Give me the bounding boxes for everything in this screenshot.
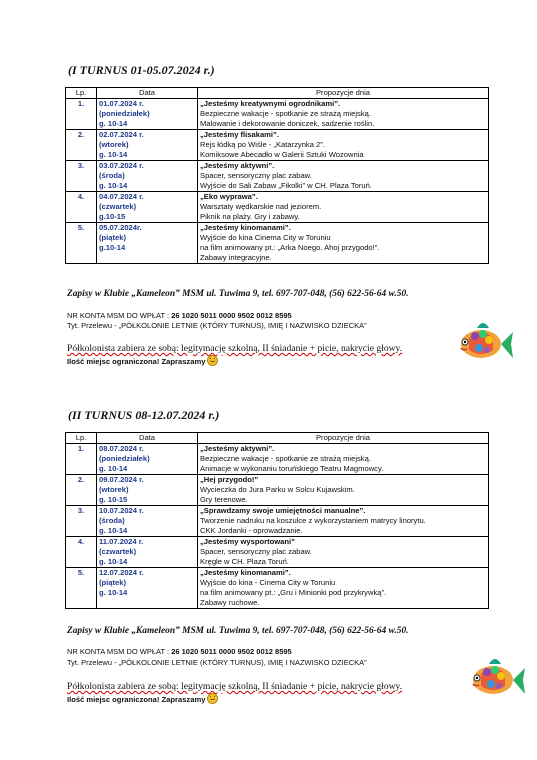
row-date xyxy=(97,130,198,161)
col-lp: Lp. xyxy=(66,88,97,99)
smiley-icon xyxy=(207,355,218,366)
proposal-line: Animacje w wykonaniu toruńskiego Teatru Magmowcy. xyxy=(200,464,384,473)
what-to-bring: Półkolonista zabiera ze sobą: legitymację szkolną, II śniadanie + picie, nakrycie głowy. xyxy=(67,343,403,354)
row-proposal xyxy=(198,537,489,568)
proposal-title: „Jesteśmy kreatywnymi ogrodnikami”. xyxy=(200,99,341,108)
row-number: 5. xyxy=(66,223,97,264)
proposal-line: Tworzenie nadruku na koszulce z wykorzystaniem matrycy linorytu. xyxy=(200,516,426,525)
row-date xyxy=(97,161,198,192)
row-proposal xyxy=(198,568,489,609)
col-prop: Propozycje dnia xyxy=(198,433,489,444)
date-line: (wtorek) xyxy=(99,485,129,494)
schedule-row xyxy=(66,192,489,223)
date-line: g. 10-15 xyxy=(99,495,128,504)
schedule-row xyxy=(66,506,489,537)
date-line: g. 10-14 xyxy=(99,526,128,535)
row-number: 2. xyxy=(66,130,97,161)
row-proposal xyxy=(198,223,489,264)
row-number: 3. xyxy=(66,506,97,537)
proposal-title: „Jesteśmy kinomanami”. xyxy=(200,568,291,577)
proposal-line: Rejs łódką po Wiśle - „Katarzynka 2”. xyxy=(200,140,325,149)
bank-account-2 xyxy=(67,647,292,657)
bank-account-label: NR KONTA MSM DO WPŁAT : xyxy=(67,311,172,320)
schedule-row xyxy=(66,223,489,264)
proposal-title: „Jesteśmy flisakami”. xyxy=(200,130,279,139)
proposal-line: Malowanie i dekorowanie doniczek, sadzenie roślin. xyxy=(200,119,375,128)
col-lp: Lp. xyxy=(66,433,97,444)
turnus-1-table xyxy=(65,87,489,264)
proposal-title: „Jesteśmy wysportowani” xyxy=(200,537,295,546)
bank-account-number: 26 1020 5011 0000 9502 0012 8595 xyxy=(171,311,292,320)
row-number: 3. xyxy=(66,161,97,192)
what-to-bring-2: Półkolonista zabiera ze sobą: legitymację szkolną, II śniadanie + picie, nakrycie głowy. xyxy=(67,681,403,692)
date-line: 08.07.2024 r. xyxy=(99,444,144,453)
proposal-line: na film animowany pt.: „Arka Noego. Ahoj przygodo!”. xyxy=(200,243,380,252)
zapisy-info: Zapisy w Klubie „Kameleon” MSM ul. Tuwima 9, tel. 697-707-048, (56) 622-56-64 w.50. xyxy=(67,289,409,299)
turnus-1-title: (I TURNUS 01-05.07.2024 r.) xyxy=(68,63,215,77)
proposal-line: Spacer, sensoryczny plac zabaw. xyxy=(200,547,312,556)
date-line: 09.07.2024 r. xyxy=(99,475,144,484)
row-number: 2. xyxy=(66,475,97,506)
transfer-title: Tyt. Przelewu - „PÓŁKOLONIE LETNIE (KTÓRY TURNUS), IMIĘ I NAZWISKO DZIECKA” xyxy=(67,321,367,330)
date-line: (piątek) xyxy=(99,233,127,242)
date-line: (piątek) xyxy=(99,578,127,587)
row-proposal xyxy=(198,130,489,161)
date-line: 05.07.2024r. xyxy=(99,223,142,232)
row-number: 4. xyxy=(66,192,97,223)
row-date xyxy=(97,568,198,609)
proposal-title: „Jesteśmy aktywni”. xyxy=(200,444,275,453)
proposal-line: Spacer, sensoryczny plac zabaw. xyxy=(200,171,312,180)
date-line: 03.07.2024 r. xyxy=(99,161,144,170)
schedule-row xyxy=(66,130,489,161)
row-proposal xyxy=(198,475,489,506)
date-line: (poniedziałek) xyxy=(99,454,150,463)
date-line: (wtorek) xyxy=(99,140,129,149)
row-date xyxy=(97,475,198,506)
proposal-line: Bezpieczne wakacje - spotkanie ze strażą miejską. xyxy=(200,454,371,463)
date-line: (środa) xyxy=(99,516,125,525)
row-proposal xyxy=(198,161,489,192)
row-date xyxy=(97,506,198,537)
smiley-icon xyxy=(207,693,218,704)
row-proposal xyxy=(198,192,489,223)
proposal-line: Wyjście do kina Cinema City w Toruniu xyxy=(200,233,331,242)
proposal-line: Warsztaty wędkarskie nad jeziorem. xyxy=(200,202,322,211)
row-proposal xyxy=(198,99,489,130)
date-line: 01.07.2024 r. xyxy=(99,99,144,108)
proposal-line: Wycieczka do Jura Parku w Solcu Kujawskim. xyxy=(200,485,355,494)
row-date xyxy=(97,537,198,568)
date-line: 04.07.2024 r. xyxy=(99,192,144,201)
date-line: 11.07.2024 r. xyxy=(99,537,144,546)
transfer-title-2: Tyt. Przelewu - „PÓŁKOLONIE LETNIE (KTÓRY TURNUS), IMIĘ I NAZWISKO DZIECKA” xyxy=(67,658,367,667)
proposal-line: Wyjście do kina - Cinema City w Toruniu xyxy=(200,578,336,587)
date-line: 10.07.2024 r. xyxy=(99,506,144,515)
proposal-line: Gry terenowe. xyxy=(200,495,248,504)
schedule-row xyxy=(66,161,489,192)
proposal-line: CKK Jordanki - oprowadzanie. xyxy=(200,526,303,535)
turnus-2-table xyxy=(65,432,489,609)
bank-account xyxy=(67,311,292,321)
limited-places: Ilość miejsc ograniczona! Zapraszamy xyxy=(67,355,218,366)
turnus-2-title: (II TURNUS 08-12.07.2024 r.) xyxy=(68,408,220,422)
schedule-row xyxy=(66,99,489,130)
proposal-line: Piknik na plaży. Gry i zabawy. xyxy=(200,212,300,221)
date-line: (czwartek) xyxy=(99,547,137,556)
schedule-row xyxy=(66,568,489,609)
schedule-row xyxy=(66,444,489,475)
date-line: (poniedziałek) xyxy=(99,109,150,118)
date-line: g. 10-14 xyxy=(99,119,128,128)
proposal-line: na film animowany pt.: „Gru i Minionki pod przykrywką”. xyxy=(200,588,387,597)
proposal-line: Komiksowe Abecadło w Galerii Sztuki Wozownia xyxy=(200,150,364,159)
date-line: 12.07.2024 r. xyxy=(99,568,144,577)
proposal-line: Bezpieczne wakacje - spotkanie ze strażą miejską. xyxy=(200,109,371,118)
row-number: 4. xyxy=(66,537,97,568)
date-line: g. 10-14 xyxy=(99,181,128,190)
row-date xyxy=(97,223,198,264)
schedule-row xyxy=(66,537,489,568)
date-line: g. 10-14 xyxy=(99,464,128,473)
proposal-title: „Sprawdzamy swoje umiejętności manualne”. xyxy=(200,506,366,515)
col-date: Data xyxy=(97,88,198,99)
date-line: g.10-14 xyxy=(99,243,126,252)
row-date xyxy=(97,444,198,475)
row-date xyxy=(97,192,198,223)
proposal-line: Zabawy integracyjne. xyxy=(200,253,272,262)
bank-account-label: NR KONTA MSM DO WPŁAT : xyxy=(67,647,172,656)
date-line: g. 10-14 xyxy=(99,150,128,159)
date-line: g. 10-14 xyxy=(99,588,128,597)
fish-icon xyxy=(449,318,515,366)
fish-icon xyxy=(461,654,527,702)
row-proposal xyxy=(198,506,489,537)
col-prop: Propozycje dnia xyxy=(198,88,489,99)
proposal-line: Kręgle w CH. Plaza Toruń. xyxy=(200,557,289,566)
row-number: 1. xyxy=(66,99,97,130)
proposal-title: „Jesteśmy kinomanami”. xyxy=(200,223,291,232)
proposal-title: „Jesteśmy aktywni”. xyxy=(200,161,275,170)
row-date xyxy=(97,99,198,130)
date-line: (środa) xyxy=(99,171,125,180)
proposal-line: Wyjście do Sali Zabaw „Fikolki” w CH. Plaza Toruń. xyxy=(200,181,372,190)
proposal-line: Zabawy ruchowe. xyxy=(200,598,260,607)
col-date: Data xyxy=(97,433,198,444)
date-line: (czwartek) xyxy=(99,202,137,211)
date-line: 02.07.2024 r. xyxy=(99,130,144,139)
row-number: 1. xyxy=(66,444,97,475)
row-proposal xyxy=(198,444,489,475)
zapisy-info-2: Zapisy w Klubie „Kameleon” MSM ul. Tuwima 9, tel. 697-707-048, (56) 622-56-64 w.50. xyxy=(67,626,409,636)
proposal-title: „Hej przygodo!” xyxy=(200,475,259,484)
date-line: g. 10-14 xyxy=(99,557,128,566)
limited-places-2: Ilość miejsc ograniczona! Zapraszamy xyxy=(67,693,218,704)
date-line: g.10-15 xyxy=(99,212,126,221)
proposal-title: „Eko wyprawa”. xyxy=(200,192,258,201)
schedule-row xyxy=(66,475,489,506)
row-number: 5. xyxy=(66,568,97,609)
bank-account-number: 26 1020 5011 0000 9502 0012 8595 xyxy=(171,647,292,656)
